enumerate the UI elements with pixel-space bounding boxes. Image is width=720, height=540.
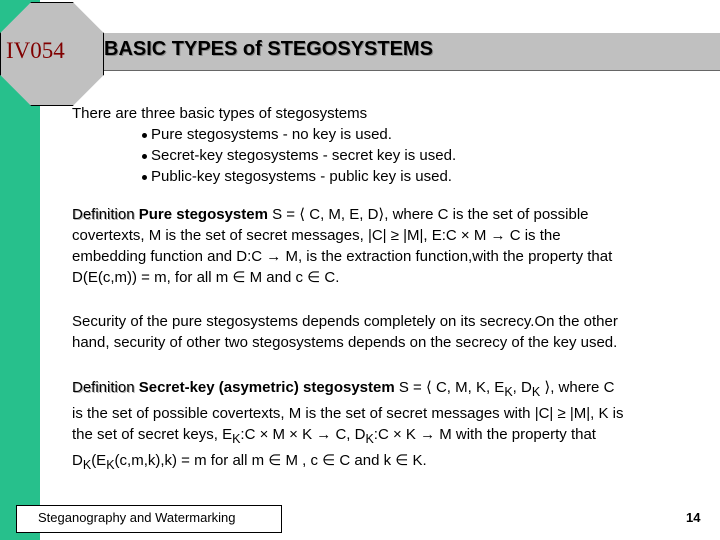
pure-stegosystem-definition: Definition Pure stegosystem S = ⟨ C, M, E, D⟩, where C is the set of possible covertexts, M is the set of secret messages, |C| ≥ |M|, E:C × M → C is the embedding function and D:C → M, is the extraction function,with the property that D(E(c,m)) = m, for all m ∈ M and c ∈ C.: [72, 206, 613, 286]
footer-text: Steganography and Watermarking: [38, 510, 236, 525]
bullet-icon: [142, 154, 147, 159]
definition-label: Definition: [72, 206, 135, 223]
list-item: Pure stegosystems - no key is used.: [72, 124, 698, 145]
slide-title: BASIC TYPES of STEGOSYSTEMS: [104, 38, 433, 60]
course-code: IV054: [6, 38, 65, 63]
definition-term: Pure stegosystem: [138, 206, 268, 223]
bullet-icon: [142, 133, 147, 138]
definition-label: Definition: [72, 379, 135, 396]
stegosystem-types-list: [72, 124, 698, 187]
page-number: 14: [686, 510, 701, 525]
intro-text: There are three basic types of stegosystems: [72, 105, 368, 122]
slide-body: [72, 103, 698, 476]
list-item: Public-key stegosystems - public key is used.: [72, 166, 698, 187]
list-item: Secret-key stegosystems - secret key is used.: [72, 145, 698, 166]
bullet-icon: [142, 175, 147, 180]
definition-term: Secret-key (asymetric) stegosystem: [138, 379, 395, 396]
security-paragraph: Security of the pure stegosystems depends completely on its secrecy.On the other hand, security of other two stegosystems depends on the secrecy of the key used.: [72, 313, 618, 351]
secret-key-stegosystem-definition: Definition Secret-key (asymetric) stegosystem S = ⟨ C, M, K, $E_K$, $D_K$ ⟩, where C is the set of possible covertexts, M is the set of secret messages with |C| ≥ |M|, K is the set of secret keys, $E_K:C \times M \times K \to C$, $D_K:C \times K \to M$ with the property that $D_K(E_K(c,m,k),k) = m$ for all m ∈ M , c ∈ C and k ∈ K.: [72, 379, 624, 472]
